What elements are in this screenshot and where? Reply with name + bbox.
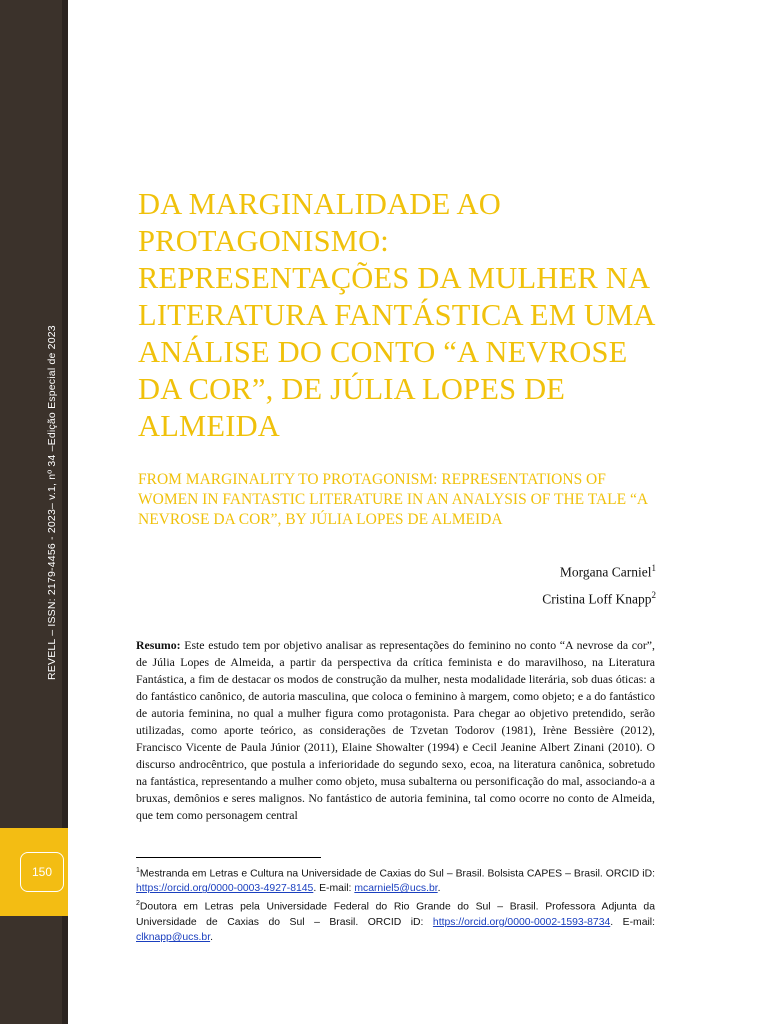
email-label: . E-mail: bbox=[313, 883, 355, 895]
abstract-text: Este estudo tem por objetivo analisar as representações do feminino no conto “A nevrose da cor”, de Júlia Lopes de Almeida, a partir da perspectiva da crítica feminista e do maravilhoso, na Literatura Fantástica, a fim de destacar os modos de construção da mulher, nesta modalidade literária, sob duas óticas: a do fantástico canônico, de autoria masculina, que coloca o feminino à margem, como objeto; e a do fantástico de autoria feminina, no qual a mulher figura como protagonista. Para chegar ao objetivo pretendido, serão utilizadas, como aporte teórico, as considerações de Tzvetan Todorov (1981), Irène Bessière (2012), Francisco Vicente de Paula Júnior (2011), Elaine Showalter (1994) e Cecil Jeanine Albert Zinani (2010). O discurso androcêntrico, que postula a inferioridade do segundo sexo, ecoa, na literatura canônica, sobretudo na fantástica, representando a mulher como objeto, musa subalterna ou personificação do mal, associando-a a bruxas, demônios e seres malignos. No fantástico de autoria feminina, tal como ocorre no conto de Almeida, que tem como personagem central bbox=[136, 638, 655, 822]
footnote-mark: 1 bbox=[136, 867, 140, 874]
footnote-divider bbox=[136, 857, 321, 858]
abstract bbox=[136, 637, 655, 824]
orcid-link[interactable]: https://orcid.org/0000-0002-1593-8734 bbox=[432, 916, 611, 928]
footnote-1 bbox=[136, 863, 655, 896]
abstract-label: Resumo: bbox=[136, 638, 181, 652]
email-link[interactable]: clknapp@ucs.br bbox=[136, 931, 211, 943]
page-number: 150 bbox=[20, 852, 64, 892]
footnote-mark: 2 bbox=[651, 590, 656, 600]
author-name: Morgana Carniel bbox=[559, 564, 652, 580]
footnote-end: . bbox=[210, 931, 213, 943]
footnote-end: . bbox=[437, 883, 441, 895]
footnotes bbox=[136, 863, 655, 945]
email-link[interactable]: mcarniel5@ucs.br bbox=[354, 883, 438, 895]
footnote-mark: 1 bbox=[651, 563, 656, 573]
footnote-2 bbox=[136, 896, 655, 944]
author-2 bbox=[542, 590, 656, 608]
author-name: Cristina Loff Knapp bbox=[542, 591, 652, 607]
footnote-text: Doutora em Letras pela Universidade Federal do Rio Grande do Sul – Brasil. Professora Adjunta da Universidade de Caxias do Sul – Brasil. ORCID iD: bbox=[136, 901, 655, 928]
author-1 bbox=[560, 563, 656, 581]
journal-info: REVELL – ISSN: 2179-4456 - 2023– v.1, nº 34 –Edição Especial de 2023 bbox=[46, 325, 58, 680]
title-english: FROM MARGINALITY TO PROTAGONISM: REPRESENTATIONS OF WOMEN IN FANTASTIC LITERATURE IN AN ANALYSIS OF THE TALE “A NEVROSE DA COR”, BY JÚLIA LOPES DE ALMEIDA bbox=[138, 471, 648, 528]
title-portuguese: DA MARGINALIDADE AO PROTAGONISMO: REPRESENTAÇÕES DA MULHER NA LITERATURA FANTÁSTICA EM UMA ANÁLISE DO CONTO “A NEVROSE DA COR”, DE JÚLIA LOPES DE ALMEIDA bbox=[138, 187, 654, 443]
orcid-link[interactable]: https://orcid.org/0000-0003-4927-8145 bbox=[136, 883, 314, 895]
email-label: . E-mail: bbox=[610, 916, 655, 928]
footnote-mark: 2 bbox=[136, 900, 140, 908]
footnote-text: Mestranda em Letras e Cultura na Universidade de Caxias do Sul – Brasil. Bolsista CAPES – Brasil. ORCID iD: bbox=[139, 868, 655, 880]
